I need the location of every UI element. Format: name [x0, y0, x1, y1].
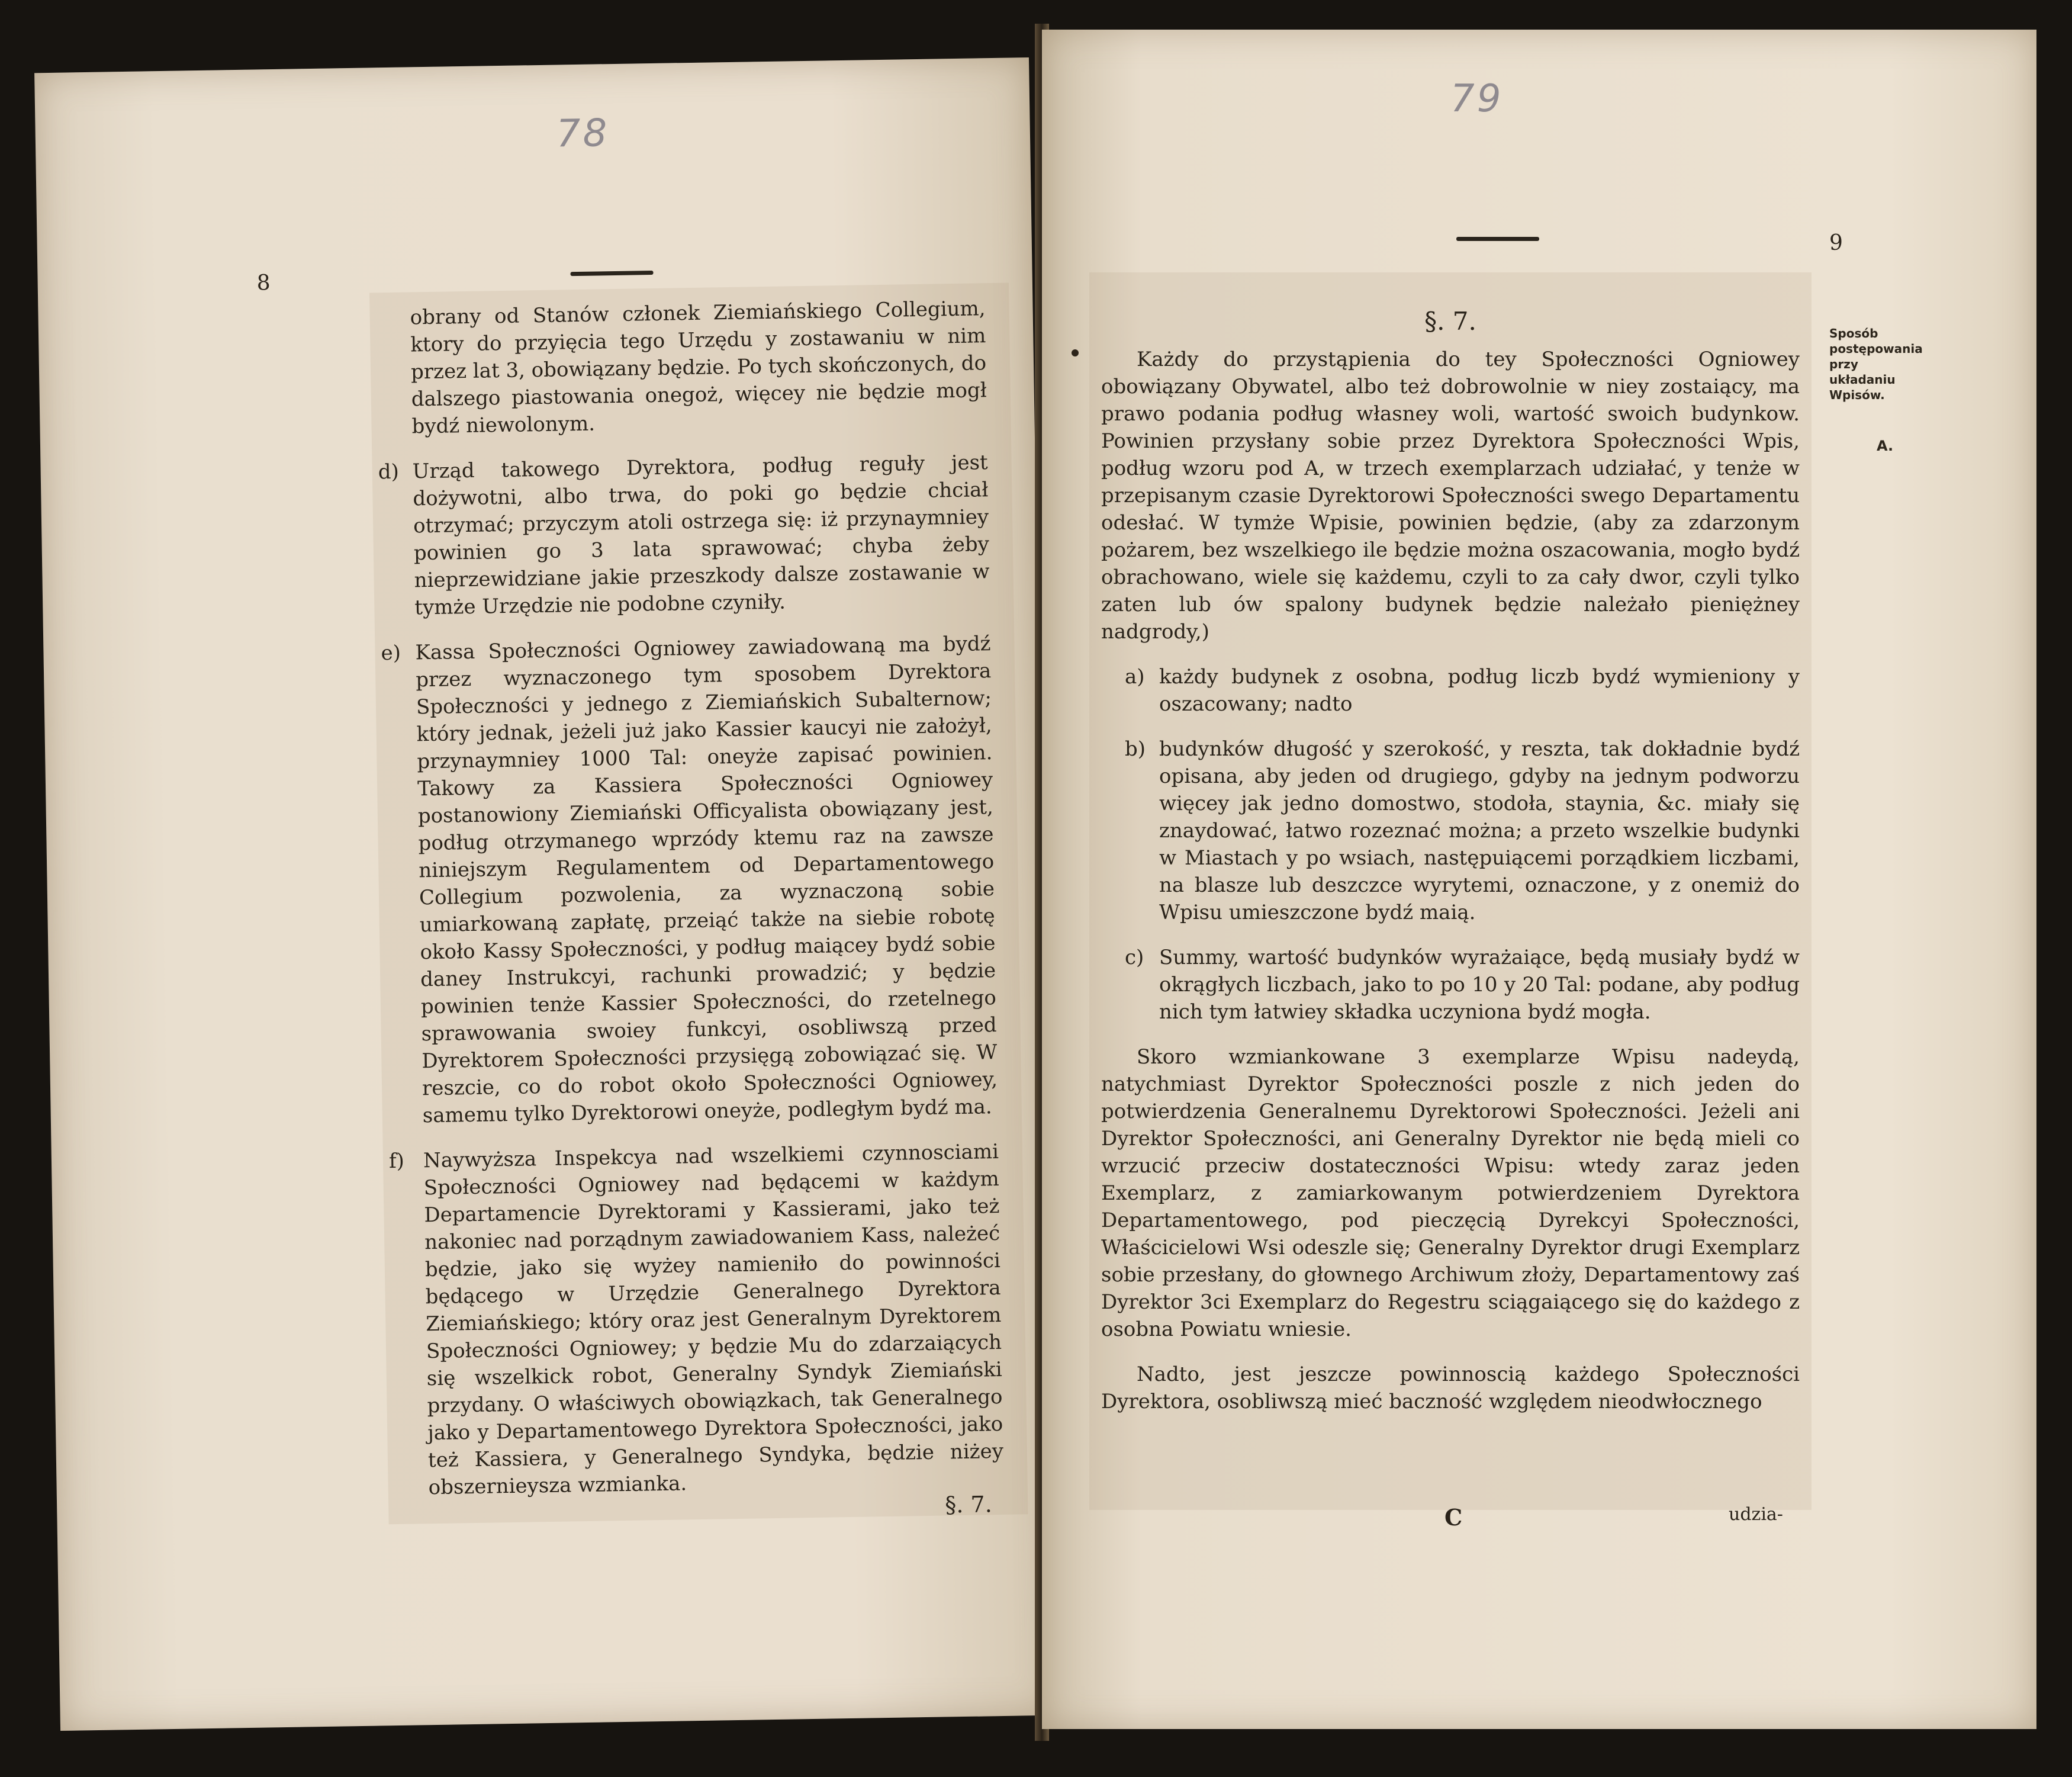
item-text: Summy, wartość budynków wyrażaiące, będą musiały bydź w okrągłych liczbach, jako to po 10 y 20 Tal: podane, aby podług nich tym łatwiey składka uczyniona bydź mogła.: [1159, 946, 1800, 1024]
item-text: każdy budynek z osobna, podług liczb bydź wymieniony y oszacowany; nadto: [1159, 665, 1800, 716]
item-e: [381, 630, 998, 1130]
catchword: §. 7.: [944, 1491, 993, 1518]
item-text: Naywyższa Inspekcya nad wszelkiemi czynnosciami Społeczności Ogniowey nad będącemi w każdym Departamencie Dyrektorami y Kassierami, jako też nakoniec nad porządnym zawiadowaniem Kass, należeć będzie, jako się wyżey namieniło do powinności będącego w Urzędzie Generalnego Dyrektora Ziemiańskiego; który oraz jest Generalnym Dyrektorem Społeczności Ogniowey; y będzie Mu do zdarzaiących się wszelkick robot, Generalny Syndyk Ziemiański przydany. O właściwych obowiązkach, tak Generalnego jako y Departamentowego Dyrektora Społeczności, jako też Kassiera, y Generalnego Syndyka, będzie niżey obszernieysza wzmianka.: [423, 1140, 1004, 1500]
page-number: 8: [256, 271, 271, 295]
margin-letter: A.: [1877, 438, 1894, 454]
left-page: [34, 57, 1055, 1731]
signature-mark: C: [1444, 1504, 1463, 1531]
header-rule: [1456, 237, 1539, 241]
item-label: a): [1125, 665, 1145, 689]
item-d: [378, 449, 990, 622]
right-text-block: [1101, 308, 1800, 1415]
opening-lines: obrany od Stanów członek Ziemiańskiego Collegium, ktory do przyięcia tego Urzędu y zostawaniu w nim przez lat 3, obowiązany będzie. Po tych skończonych, do dalszego piastowania onegoż, więcey nie będzie mogł bydź niewolonym.: [410, 297, 987, 439]
item-label: f): [388, 1149, 405, 1174]
item-text: budynków długość y szerokość, y reszta, tak dokładnie bydź opisana, aby jeden od drugiego, gdyby na jednym podworzu więcey jak jedno domostwo, stodoła, staynia, &c. miały się znaydować, łatwo rozeznać można; a przeto wszelkie budynki w Miastach y po wsiach, następuiącemi porządkiem liczbami, na blasze lub deszczce wyrytemi, oznaczone, y z onemiż do Wpisu umieszczone bydź maią.: [1159, 737, 1800, 924]
item-f: [389, 1138, 1004, 1502]
paragraph-2: Skoro wzmiankowane 3 exemplarze Wpisu nadeydą, natychmiast Dyrektor Społeczności poszle z nich jeden do potwierdzenia Generalnemu Dyrektorowi Społeczności. Jeżeli ani Dyrektor Społeczności, ani Generalny Dyrektor nie będą mieli co wrzucić przeciw dostateczności Wpisu: wtedy zaraz jeden Exemplarz, z zamiarkowanym potwierdzeniem Dyrektora Departamentowego, pod pieczęcią Dyrekcyi Społeczności, Właścicielowi Wsi odeszle się; Generalny Dyrektor drugi Exemplarz sobie przesłany, do głownego Archiwum złoży, Departamentowy zaś Dyrektor 3ci Exemplarz do Regestru sciągaiącego się do każdego z osobna Powiatu wniesie.: [1101, 1045, 1800, 1341]
page-number: 9: [1829, 231, 1843, 255]
catchword: udzia-: [1729, 1504, 1783, 1525]
item-label: c): [1125, 946, 1144, 969]
margin-note: Sposób postępowania przy układaniu Wpisów.: [1829, 326, 1923, 402]
item-text: Urząd takowego Dyrektora, podług reguły jest dożywotni, albo trwa, do poki go będzie chciał otrzymać; przyczym atoli ostrzega się: iż przynaymniey powinien go 3 lata sprawować; chyba żeby nieprzewidziane jakie przeszkody dalsze zostawanie w tymże Urzędzie nie podobne czyniły.: [412, 451, 990, 620]
item-label: d): [378, 459, 400, 484]
header-rule: [570, 271, 653, 276]
intro-paragraph: Każdy do przystąpienia do tey Społeczności Ogniowey obowiązany Obywatel, albo też dobrowolnie w niey zostaiący, ma prawo podania podług własney woli, wartość swoich budynkow. Powinien przysłany sobie przez Dyrektora Społeczności Wpis, podług wzoru pod A, w trzech exemplarzach udziałać, y tenże w przepisanym czasie Dyrektorowi Społeczności swego Departamentu odesłać. W tymże Wpisie, powinien będzie, (aby za zdarzonym pożarem, bez wszelkiego ile będzie można oszacowania, mogło bydź obrachowano, wiele się każdemu, czyli to za cały dwor, czyli tylko zaten lub ów spalony budynek będzie należało pieniężney nadgrody,): [1101, 348, 1800, 644]
item-a: [1125, 663, 1800, 718]
item-b: [1125, 735, 1800, 926]
item-c: [1125, 944, 1800, 1026]
right-page: [1042, 30, 2036, 1729]
item-label: b): [1125, 737, 1146, 761]
item-label: e): [381, 641, 401, 666]
pencil-page-number: 79: [1450, 77, 1504, 121]
left-text-block: [375, 295, 1004, 1519]
section-heading: §. 7.: [1424, 307, 1476, 336]
ink-speck: [1072, 349, 1079, 356]
pencil-page-number: 78: [556, 111, 610, 156]
paragraph-3: Nadto, jest jeszcze powinnoscią każdego Społeczności Dyrektora, osobliwszą mieć baczność względem nieodwłocznego: [1101, 1363, 1800, 1413]
item-text: Kassa Społeczności Ogniowey zawiadowaną ma bydź przez wyznaczonego tym sposobem Dyrektora Społeczności y jednego z Ziemiańskich Subalternow; który jednak, jeżeli już jako Kassier kaucyi nie założył, przynaymniey 1000 Tal: oneyże zapisać powinien. Takowy za Kassiera Społeczności Ogniowey postanowiony Ziemiański Officyalista obowiązany jest, podług otrzymanego wprzódy ktemu raz na zawsze niniejszym Regulamentem od Departamentowego Collegium pozwolenia, za wyznaczoną sobie umiarkowaną zapłatę, przeiąć także na siebie robotę około Kassy Społeczności, y podług maiącey bydź sobie daney Instrukcyi, rachunki prowadzić; y będzie powinien tenże Kassier Społeczności, do rzetelnego sprawowania swoiey funkcyi, osobliwszą przed Dyrektorem Społeczności przysięgą zobowiązać się. W reszcie, co do robot około Społeczności Ogniowey, samemu tylko Dyrektorowi oneyże, podległym bydź ma.: [415, 632, 998, 1128]
